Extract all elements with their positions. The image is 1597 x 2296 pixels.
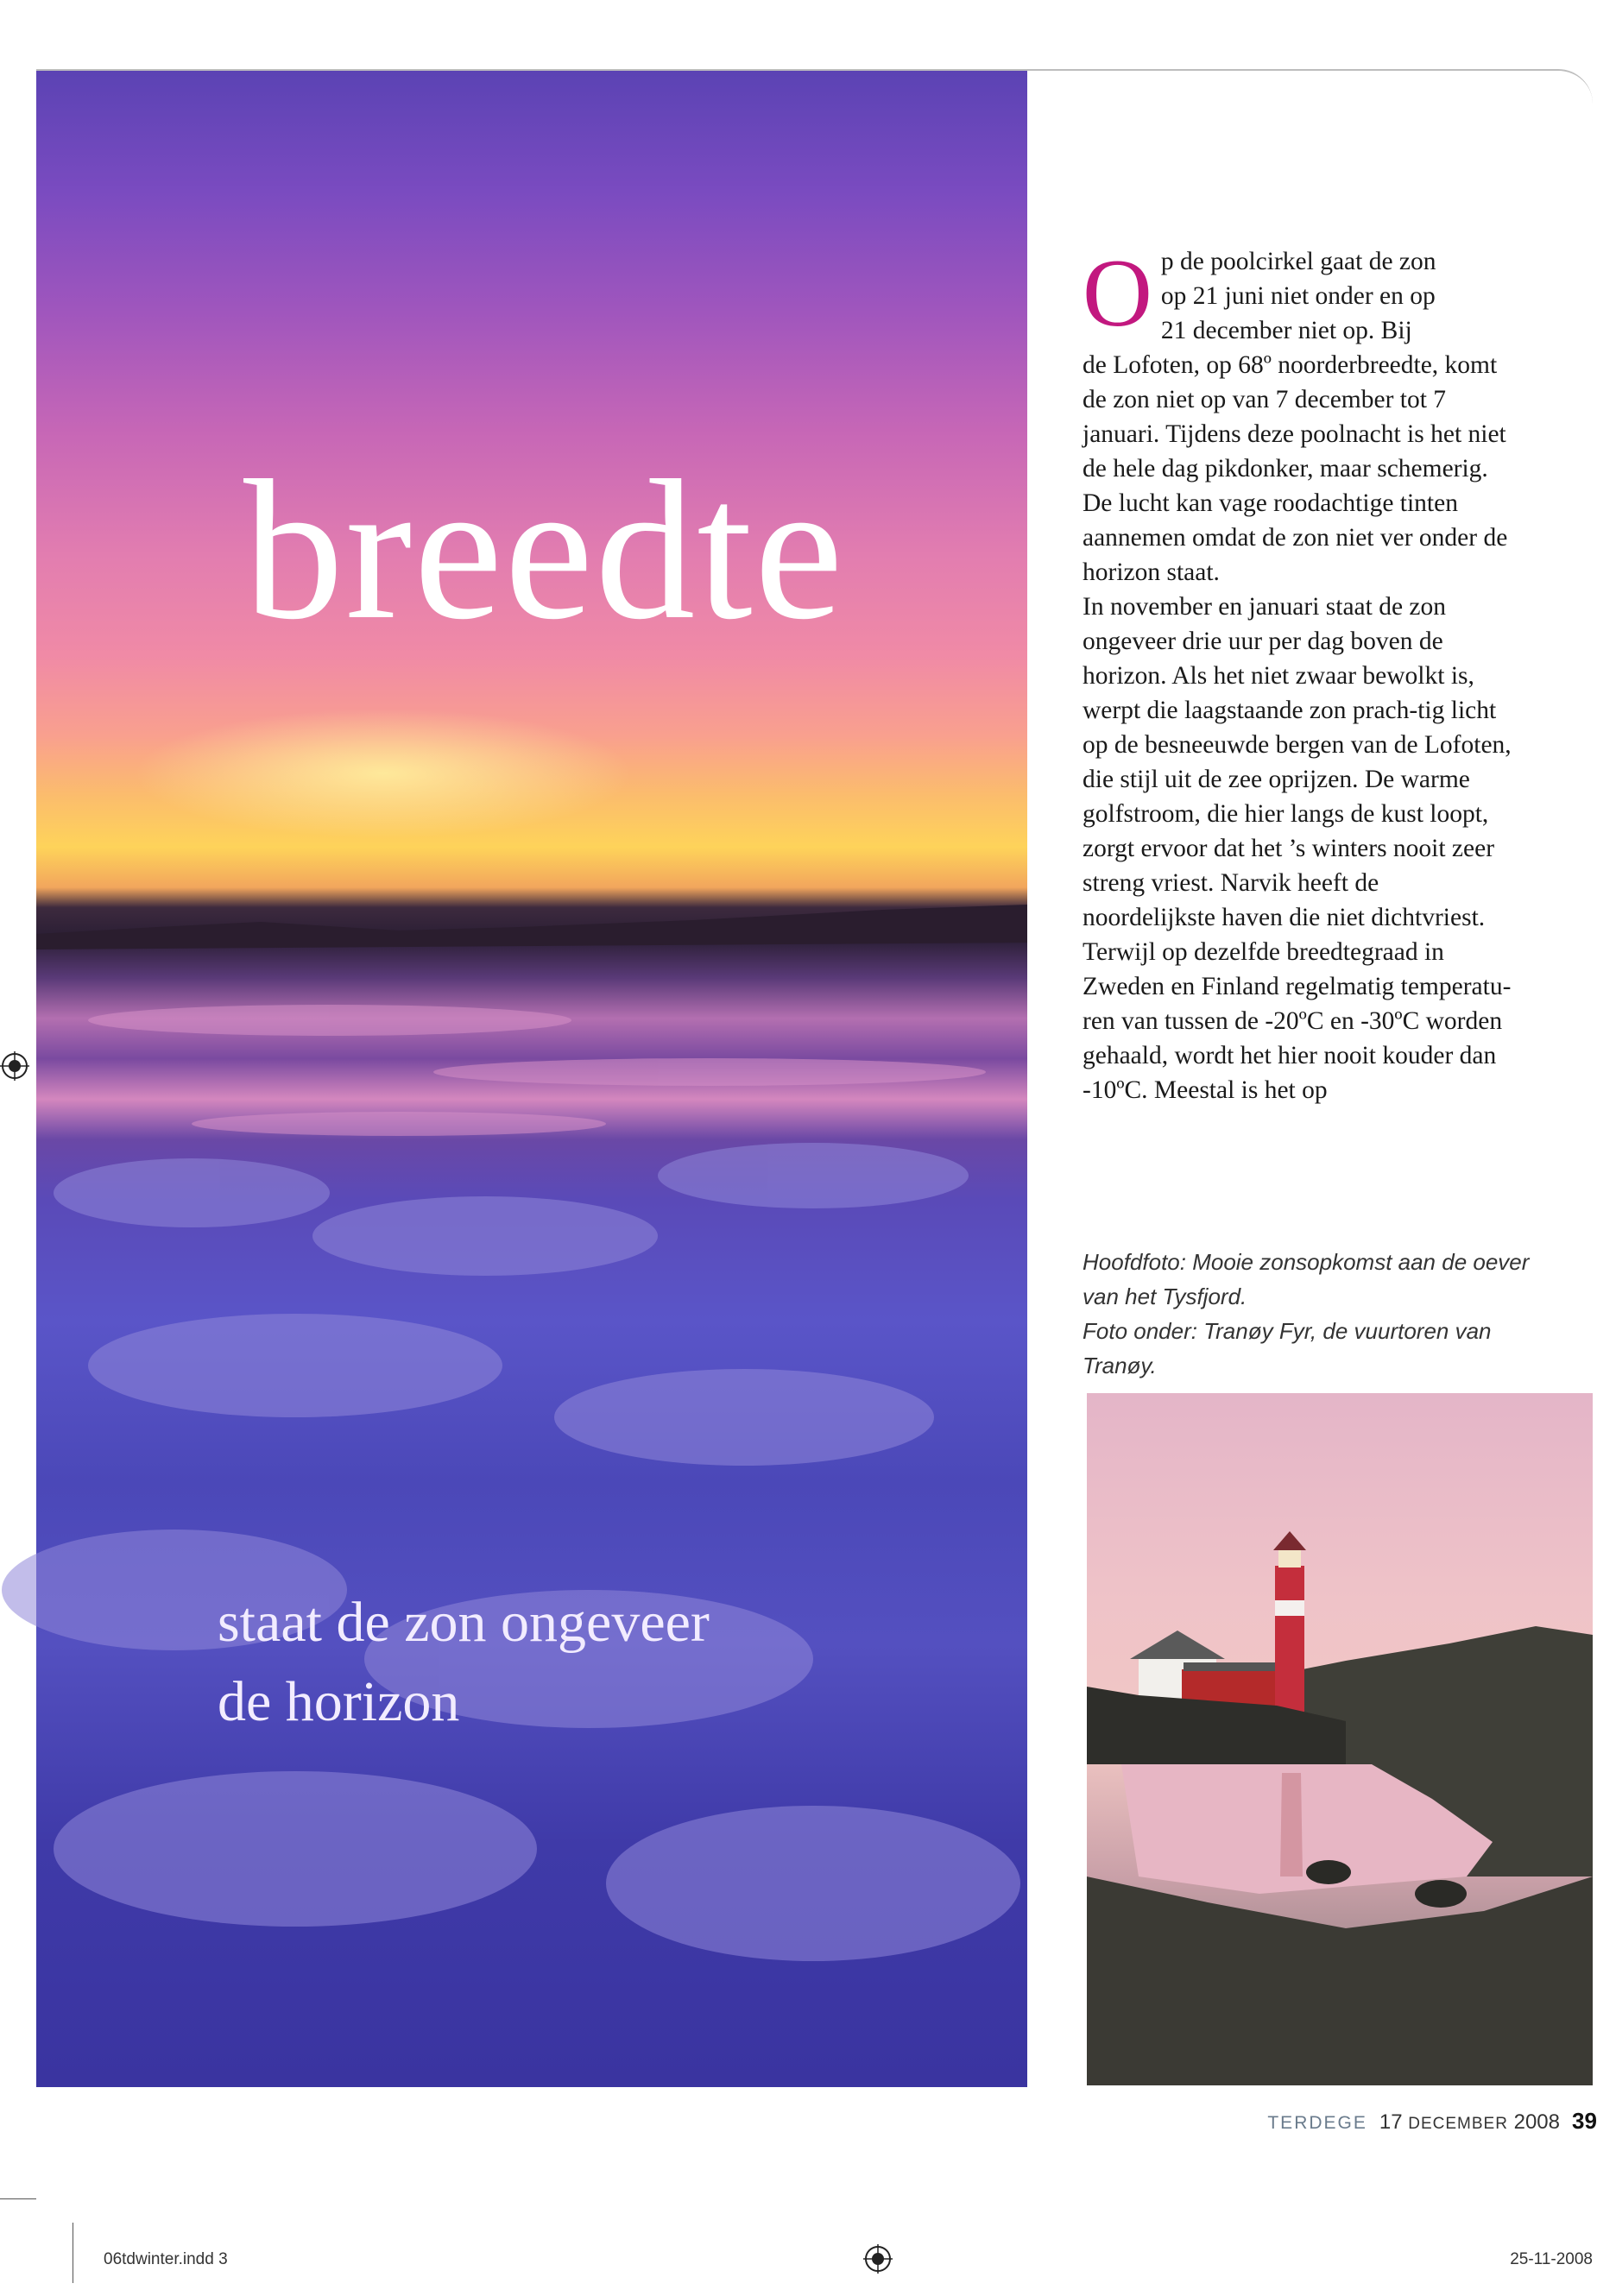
article-body <box>1083 240 1514 1107</box>
first-line-2: op 21 juni niet onder en op <box>1160 282 1436 310</box>
headline: breedte <box>243 439 845 661</box>
magazine-name: TERDEGE <box>1267 2113 1367 2133</box>
first-line-1: p de poolcirkel gaat de zon <box>1160 248 1436 275</box>
first-line-3: 21 december niet op. Bij <box>1160 317 1412 344</box>
issue-year: 2008 <box>1513 2110 1560 2134</box>
issue-date <box>1379 2110 1560 2135</box>
main-photo <box>36 71 1027 2087</box>
subhead-line-1: staat de zon ongeveer <box>218 1591 710 1654</box>
crop-mark-horizontal <box>0 2198 36 2199</box>
paragraph-1-rest: de Lofoten, op 68º noorderbreedte, komt de zon niet op van 7 december tot 7 januari. Tijdens deze poolnacht is het niet de hele dag pikdonker, maar schemerig. De lucht kan vage roodachtige tinten aannemen omdat de zon niet ver onder de horizon staat. <box>1083 351 1508 586</box>
page-number: 39 <box>1572 2108 1597 2134</box>
registration-mark-left-icon <box>0 1051 29 1081</box>
caption-main: Hoofdfoto: Mooie zonsopkomst aan de oever van het Tysfjord. <box>1083 1249 1530 1309</box>
issue-month: DECEMBER <box>1408 2115 1508 2133</box>
paragraph-2: In november en januari staat de zon ongeveer drie uur per dag boven de horizon. Als het niet zwaar bewolkt is, werpt die laagstaande zon prach-tig licht op de besneeuwde bergen van de Lofoten, die stijl uit de zee oprijzen. De warme golfstroom, die hier langs de kust loopt, zorgt ervoor dat het ’s winters nooit zeer streng vriest. Narvik heeft de noordelijkste haven die niet dichtvriest. Terwijl op dezelfde breedtegraad in Zweden en Finland regelmatig temperatu-ren van tussen de -20ºC en -30ºC worden gehaald, wordt het hier nooit kouder dan -10ºC. Meestal is het op <box>1083 593 1512 1104</box>
photo-caption <box>1083 1245 1566 1383</box>
registration-mark-bottom-icon <box>863 2244 893 2274</box>
drop-cap: O <box>1083 240 1152 347</box>
issue-day: 17 <box>1379 2110 1403 2134</box>
subhead <box>218 1583 874 1742</box>
lighthouse-photo <box>1087 1393 1593 2085</box>
paragraph-1 <box>1083 240 1514 590</box>
slug-filename: 06tdwinter.indd 3 <box>104 2250 228 2268</box>
subhead-line-2: de horizon <box>218 1670 460 1733</box>
caption-secondary: Foto onder: Tranøy Fyr, de vuurtoren van Tranøy. <box>1083 1318 1492 1378</box>
slug-date: 25-11-2008 <box>1510 2250 1593 2268</box>
page-footer <box>1267 2108 1597 2142</box>
